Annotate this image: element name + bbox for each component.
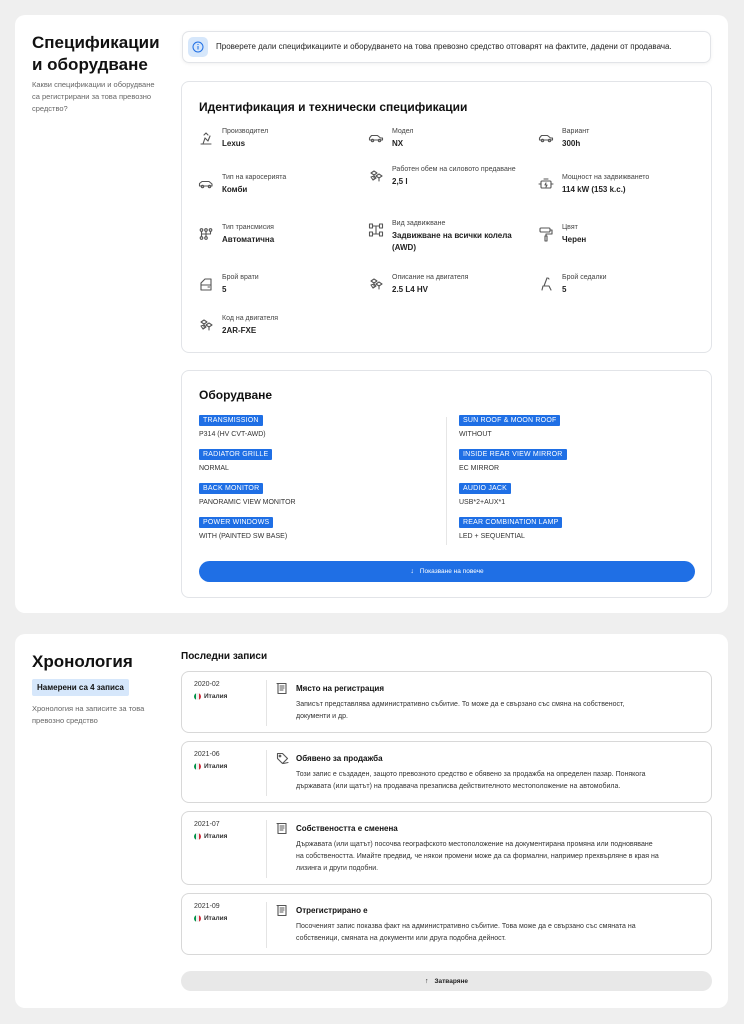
- spec-text: [392, 164, 517, 188]
- identification-title: Идентификация и технически спецификации: [199, 100, 468, 114]
- document-icon: [276, 904, 289, 917]
- spec-value: 5: [562, 285, 567, 294]
- spec-value: 2.5 L4 HV: [392, 285, 429, 294]
- specs-section-title: Спецификации и оборудване: [32, 33, 160, 74]
- spec-text: [562, 222, 586, 246]
- record-country-label: Италия: [204, 833, 228, 840]
- spec-item: [368, 272, 533, 296]
- engine-icon: [368, 168, 384, 184]
- record-text-line: лизинга и други подобни.: [296, 865, 379, 872]
- spec-item: [368, 164, 533, 188]
- record-title: Отрегистрирано е: [296, 906, 368, 915]
- spec-text: [392, 126, 413, 150]
- italy-flag-icon: [194, 915, 201, 922]
- spec-item: [198, 222, 363, 246]
- document-icon: [276, 822, 289, 835]
- spec-item: [538, 172, 703, 196]
- spec-label: Вариант: [562, 128, 590, 135]
- specs-section-subtitle: Какви спецификации и оборудване са регистрирани за това превозно средство?: [32, 80, 155, 113]
- arrow-up-icon: ↑: [424, 977, 429, 985]
- equipment-value: P314 (HV CVT-AWD): [199, 431, 266, 438]
- record-date: 2021-07: [194, 821, 220, 828]
- spec-label: Тип на каросерията: [222, 174, 287, 181]
- spec-item: [368, 126, 533, 150]
- timeline-section-title: Хронология: [32, 652, 133, 671]
- record-date: 2021-06: [194, 751, 220, 758]
- paint-roller-icon: [538, 226, 554, 242]
- spec-value: 5: [222, 285, 227, 294]
- spec-text: [222, 222, 274, 246]
- door-icon: [198, 276, 214, 292]
- timeline-record: [181, 741, 712, 803]
- spec-text: [562, 172, 649, 196]
- spec-item: [198, 172, 363, 196]
- engine-icon: [198, 317, 214, 333]
- spec-value: 2AR-FXE: [222, 326, 257, 335]
- equipment-tag: BACK MONITOR: [199, 483, 263, 494]
- spec-value: Автоматична: [222, 235, 275, 244]
- car-icon: [538, 130, 554, 146]
- spec-label: Код на двигателя: [222, 315, 279, 322]
- info-icon: [188, 37, 208, 57]
- spec-text: [222, 126, 268, 150]
- record-divider: [266, 902, 267, 948]
- equipment-tag: SUN ROOF & MOON ROOF: [459, 415, 560, 426]
- record-title: Място на регистрация: [296, 684, 384, 693]
- italy-flag-icon: [194, 763, 201, 770]
- record-country-label: Италия: [204, 763, 228, 770]
- spec-label: Мощност на задвижването: [562, 174, 650, 181]
- equipment-tag: TRANSMISSION: [199, 415, 263, 426]
- equipment-value: PANORAMIC VIEW MONITOR: [199, 499, 296, 506]
- engine-power-icon: [538, 176, 554, 192]
- equipment-tag: INSIDE REAR VIEW MIRROR: [459, 449, 567, 460]
- equipment-tag: POWER WINDOWS: [199, 517, 273, 528]
- record-text-line: Този запис е създаден, защото превозното средство е обявено за продажба на определен пазар. Понякога: [296, 771, 646, 778]
- equipment-value: WITH (PAINTED SW BASE): [199, 533, 288, 540]
- spec-item: [538, 272, 703, 296]
- italy-flag-icon: [194, 833, 201, 840]
- spec-item: [198, 126, 363, 150]
- spec-text: [392, 272, 468, 296]
- spec-label: Цвят: [562, 224, 578, 231]
- timeline-card: [15, 634, 728, 1008]
- close-button[interactable]: [181, 971, 712, 991]
- spec-text: [222, 172, 286, 196]
- spec-item: [538, 222, 703, 246]
- spec-item: [198, 272, 363, 296]
- record-text-line: Посоченият запис показва факт на административно събитие. Това може да е свързано със смяната на: [296, 923, 636, 930]
- timeline-record: [181, 811, 712, 885]
- spec-label: Производител: [222, 128, 269, 135]
- spec-text: [562, 126, 589, 150]
- record-date: 2020-02: [194, 681, 220, 688]
- record-date: 2021-09: [194, 903, 220, 910]
- car-body-icon: [198, 176, 214, 192]
- record-text-line: Записът представлява административно събитие. То може да е свързано със смяна на собственост,: [296, 701, 625, 708]
- car-icon: [368, 130, 384, 146]
- timeline-record: [181, 671, 712, 733]
- info-banner: [182, 31, 711, 63]
- identification-panel: [181, 81, 712, 353]
- record-text-line: държавата (или щатът) на продавача презаписва действителното местоположение на автомобила.: [296, 783, 621, 790]
- spec-value: Черен: [562, 235, 587, 244]
- equipment-tag: REAR COMBINATION LAMP: [459, 517, 562, 528]
- record-description: [296, 921, 696, 945]
- sale-tag-icon: [276, 752, 289, 765]
- timeline-record: [181, 893, 712, 955]
- equipment-value: WITHOUT: [459, 431, 492, 438]
- spec-value: NX: [392, 139, 404, 148]
- spec-text: [562, 272, 607, 296]
- record-divider: [266, 680, 267, 726]
- record-country: [194, 693, 227, 700]
- italy-flag-icon: [194, 693, 201, 700]
- spec-label: Тип трансмисия: [222, 224, 274, 231]
- spec-item: [198, 313, 363, 337]
- close-label: Затваряне: [434, 977, 469, 985]
- spec-value: 114 kW (153 k.c.): [562, 185, 626, 194]
- spec-label: Брой седалки: [562, 274, 607, 281]
- equipment-value: EC MIRROR: [459, 465, 500, 472]
- recent-records-title: Последни записи: [181, 651, 268, 662]
- record-country: [194, 763, 227, 770]
- document-icon: [276, 682, 289, 695]
- record-country-label: Италия: [204, 915, 228, 922]
- timeline-section-subtitle: Хронология на записите за това превозно средство: [32, 704, 145, 725]
- record-title: Собствеността е сменена: [296, 824, 398, 833]
- spec-value: 2,5 l: [392, 177, 408, 186]
- spec-label: Работен обем на силовото предаване: [392, 166, 516, 173]
- spec-text: [222, 313, 278, 337]
- seat-icon: [538, 276, 554, 292]
- spec-label: Описание на двигателя: [392, 274, 469, 281]
- record-title: Обявено за продажба: [296, 754, 383, 763]
- spec-text: [222, 272, 259, 296]
- manufacturer-icon: [198, 130, 214, 146]
- gearbox-icon: [198, 226, 214, 242]
- record-text-line: Държавата (или щатът) посочва географското местоположение на документирана промяна или подновяване: [296, 841, 653, 848]
- record-description: [296, 699, 696, 723]
- specs-card: [15, 15, 728, 613]
- record-description: [296, 769, 696, 793]
- record-text-line: на собствеността. Имайте предвид, че някои промени може да са формални, например прехвърляне в края на: [296, 853, 659, 860]
- equipment-value: LED + SEQUENTIAL: [459, 533, 525, 540]
- record-divider: [266, 820, 267, 878]
- spec-label: Модел: [392, 128, 414, 135]
- records-found-badge: Намерени са 4 записа: [32, 679, 129, 696]
- record-country: [194, 833, 227, 840]
- equipment-value: NORMAL: [199, 465, 229, 472]
- record-divider: [266, 750, 267, 796]
- spec-value: 300h: [562, 139, 581, 148]
- record-text-line: документи и др.: [296, 713, 348, 720]
- equipment-value: USB*2+AUX*1: [459, 499, 506, 506]
- record-country-label: Италия: [204, 693, 228, 700]
- equipment-tag: RADIATOR GRILLE: [199, 449, 272, 460]
- engine-icon: [368, 276, 384, 292]
- record-text-line: собственици, смяната на документи или друга подобна дейност.: [296, 935, 507, 942]
- spec-item: [538, 126, 703, 150]
- show-more-button[interactable]: [199, 561, 695, 582]
- spec-value: Задвижване на всички колела (AWD): [392, 231, 512, 252]
- spec-text: [392, 218, 517, 254]
- spec-label: Вид задвижване: [392, 220, 446, 227]
- record-description: [296, 839, 696, 875]
- equipment-title: Оборудване: [199, 388, 273, 402]
- show-more-label: Показване на повече: [419, 568, 484, 575]
- spec-item: [368, 218, 533, 254]
- spec-value: Комби: [222, 185, 248, 194]
- spec-label: Брой врати: [222, 274, 259, 281]
- record-country: [194, 915, 227, 922]
- arrow-down-icon: ↓: [410, 568, 414, 575]
- drivetrain-icon: [368, 222, 384, 238]
- spec-value: Lexus: [222, 139, 246, 148]
- equipment-panel: [181, 370, 712, 598]
- equipment-divider: [446, 417, 447, 545]
- equipment-tag: AUDIO JACK: [459, 483, 511, 494]
- info-banner-text: Проверете дали спецификациите и оборудването на това превозно средство отговарят на фактите, дадени от продавача.: [216, 42, 672, 51]
